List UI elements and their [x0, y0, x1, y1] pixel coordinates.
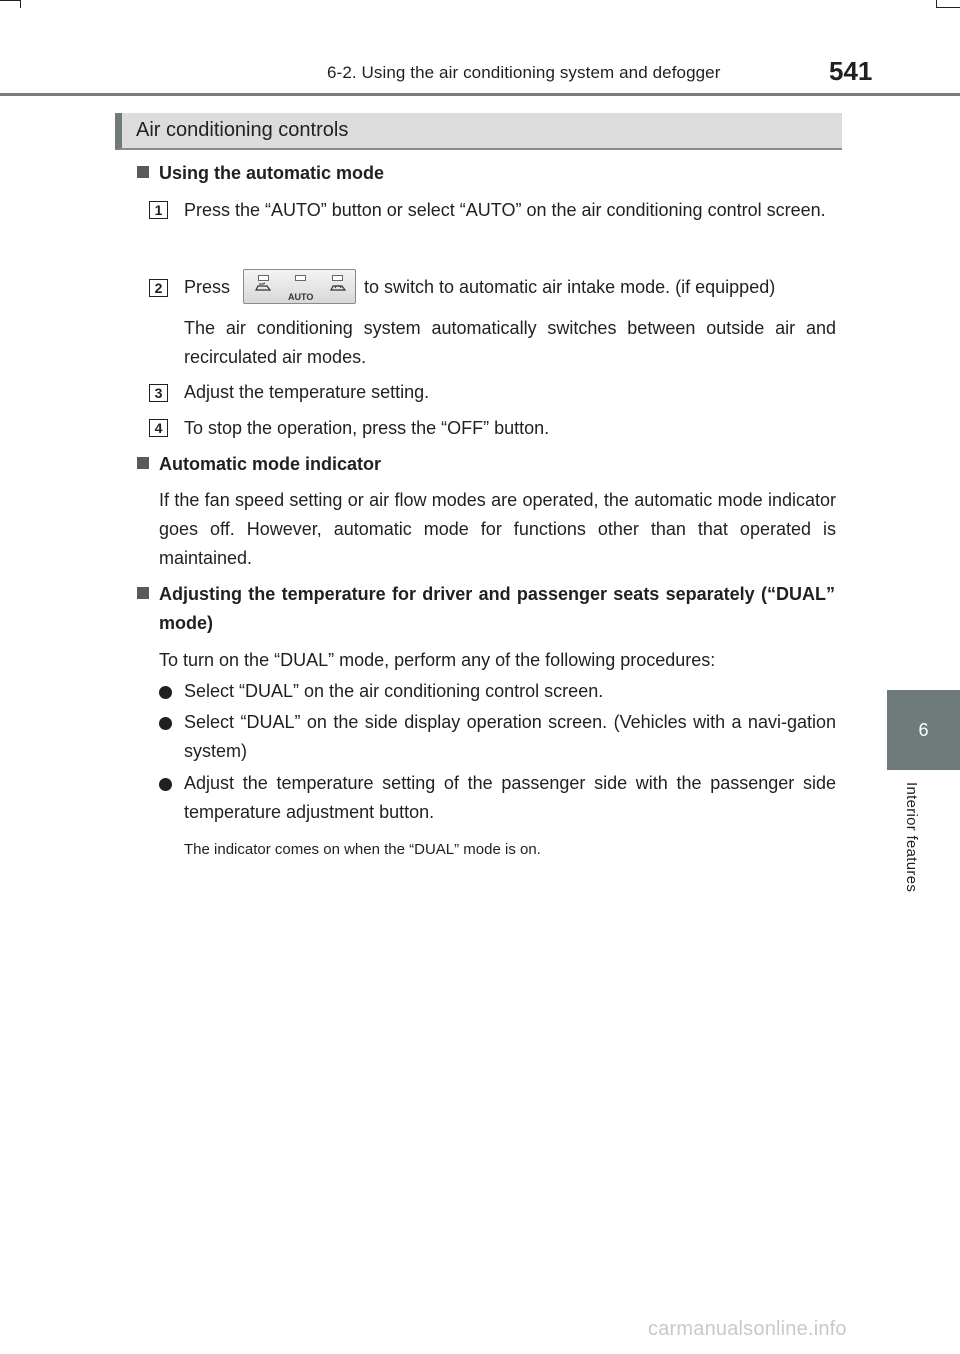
recirculated-air-icon — [330, 282, 346, 292]
section-title-bar — [115, 113, 842, 150]
crop-mark — [937, 7, 960, 8]
heading-mode-indicator: Automatic mode indicator — [137, 450, 159, 479]
indicator-led-icon — [295, 275, 306, 281]
bullet-dot-icon — [159, 686, 172, 699]
auto-label: AUTO — [288, 292, 314, 302]
watermark: carmanualsonline.info — [648, 1318, 847, 1340]
section-title: Air conditioning controls — [136, 119, 349, 141]
heading-dual-mode: Adjusting the temperature for driver and passenger seats separately (“DUAL” mode) — [137, 580, 159, 609]
square-bullet-icon — [137, 587, 149, 599]
indicator-led-icon — [258, 275, 269, 281]
indicator-paragraph: If the fan speed setting or air flow modes are operated, the automatic mode indicator goes off. However, automatic mode for functions other than that operated is maintained. — [159, 490, 836, 568]
header-rule — [0, 93, 960, 96]
outside-air-icon — [255, 282, 271, 292]
air-intake-button-image — [243, 269, 356, 304]
square-bullet-icon — [137, 166, 149, 178]
bullet-dot-icon — [159, 778, 172, 791]
chapter-label: Interior features — [903, 782, 920, 893]
step-text-prefix: Press — [184, 277, 231, 297]
step-number: 4 — [149, 419, 168, 437]
dual-intro: To turn on the “DUAL” mode, perform any of the following procedures: — [159, 650, 716, 670]
step-number: 1 — [149, 201, 168, 219]
indicator-led-icon — [332, 275, 343, 281]
step-text: To stop the operation, press the “OFF” button. — [184, 418, 550, 438]
crop-mark — [20, 0, 21, 8]
dual-note: The indicator comes on when the “DUAL” mode is on. — [184, 841, 541, 858]
step-detail: The air conditioning system automatically switches between outside air and recirculated air modes. — [184, 318, 836, 367]
step-number: 3 — [149, 384, 168, 402]
step-text: Press the “AUTO” button or select “AUTO” on the air conditioning control screen. — [184, 200, 826, 220]
heading-automatic-mode: Using the automatic mode — [137, 159, 159, 188]
crop-mark — [0, 0, 20, 1]
step-number: 2 — [149, 279, 168, 297]
running-header: 6-2. Using the air conditioning system and defogger — [327, 63, 721, 82]
square-bullet-icon — [137, 457, 149, 469]
step-text-suffix: to switch to automatic air intake mode. (if equipped) — [364, 277, 776, 297]
chapter-tab — [887, 690, 960, 770]
page-number: 541 — [829, 56, 873, 86]
step-text: Adjust the temperature setting. — [184, 382, 430, 402]
chapter-number: 6 — [918, 719, 929, 740]
bullet-dot-icon — [159, 717, 172, 730]
